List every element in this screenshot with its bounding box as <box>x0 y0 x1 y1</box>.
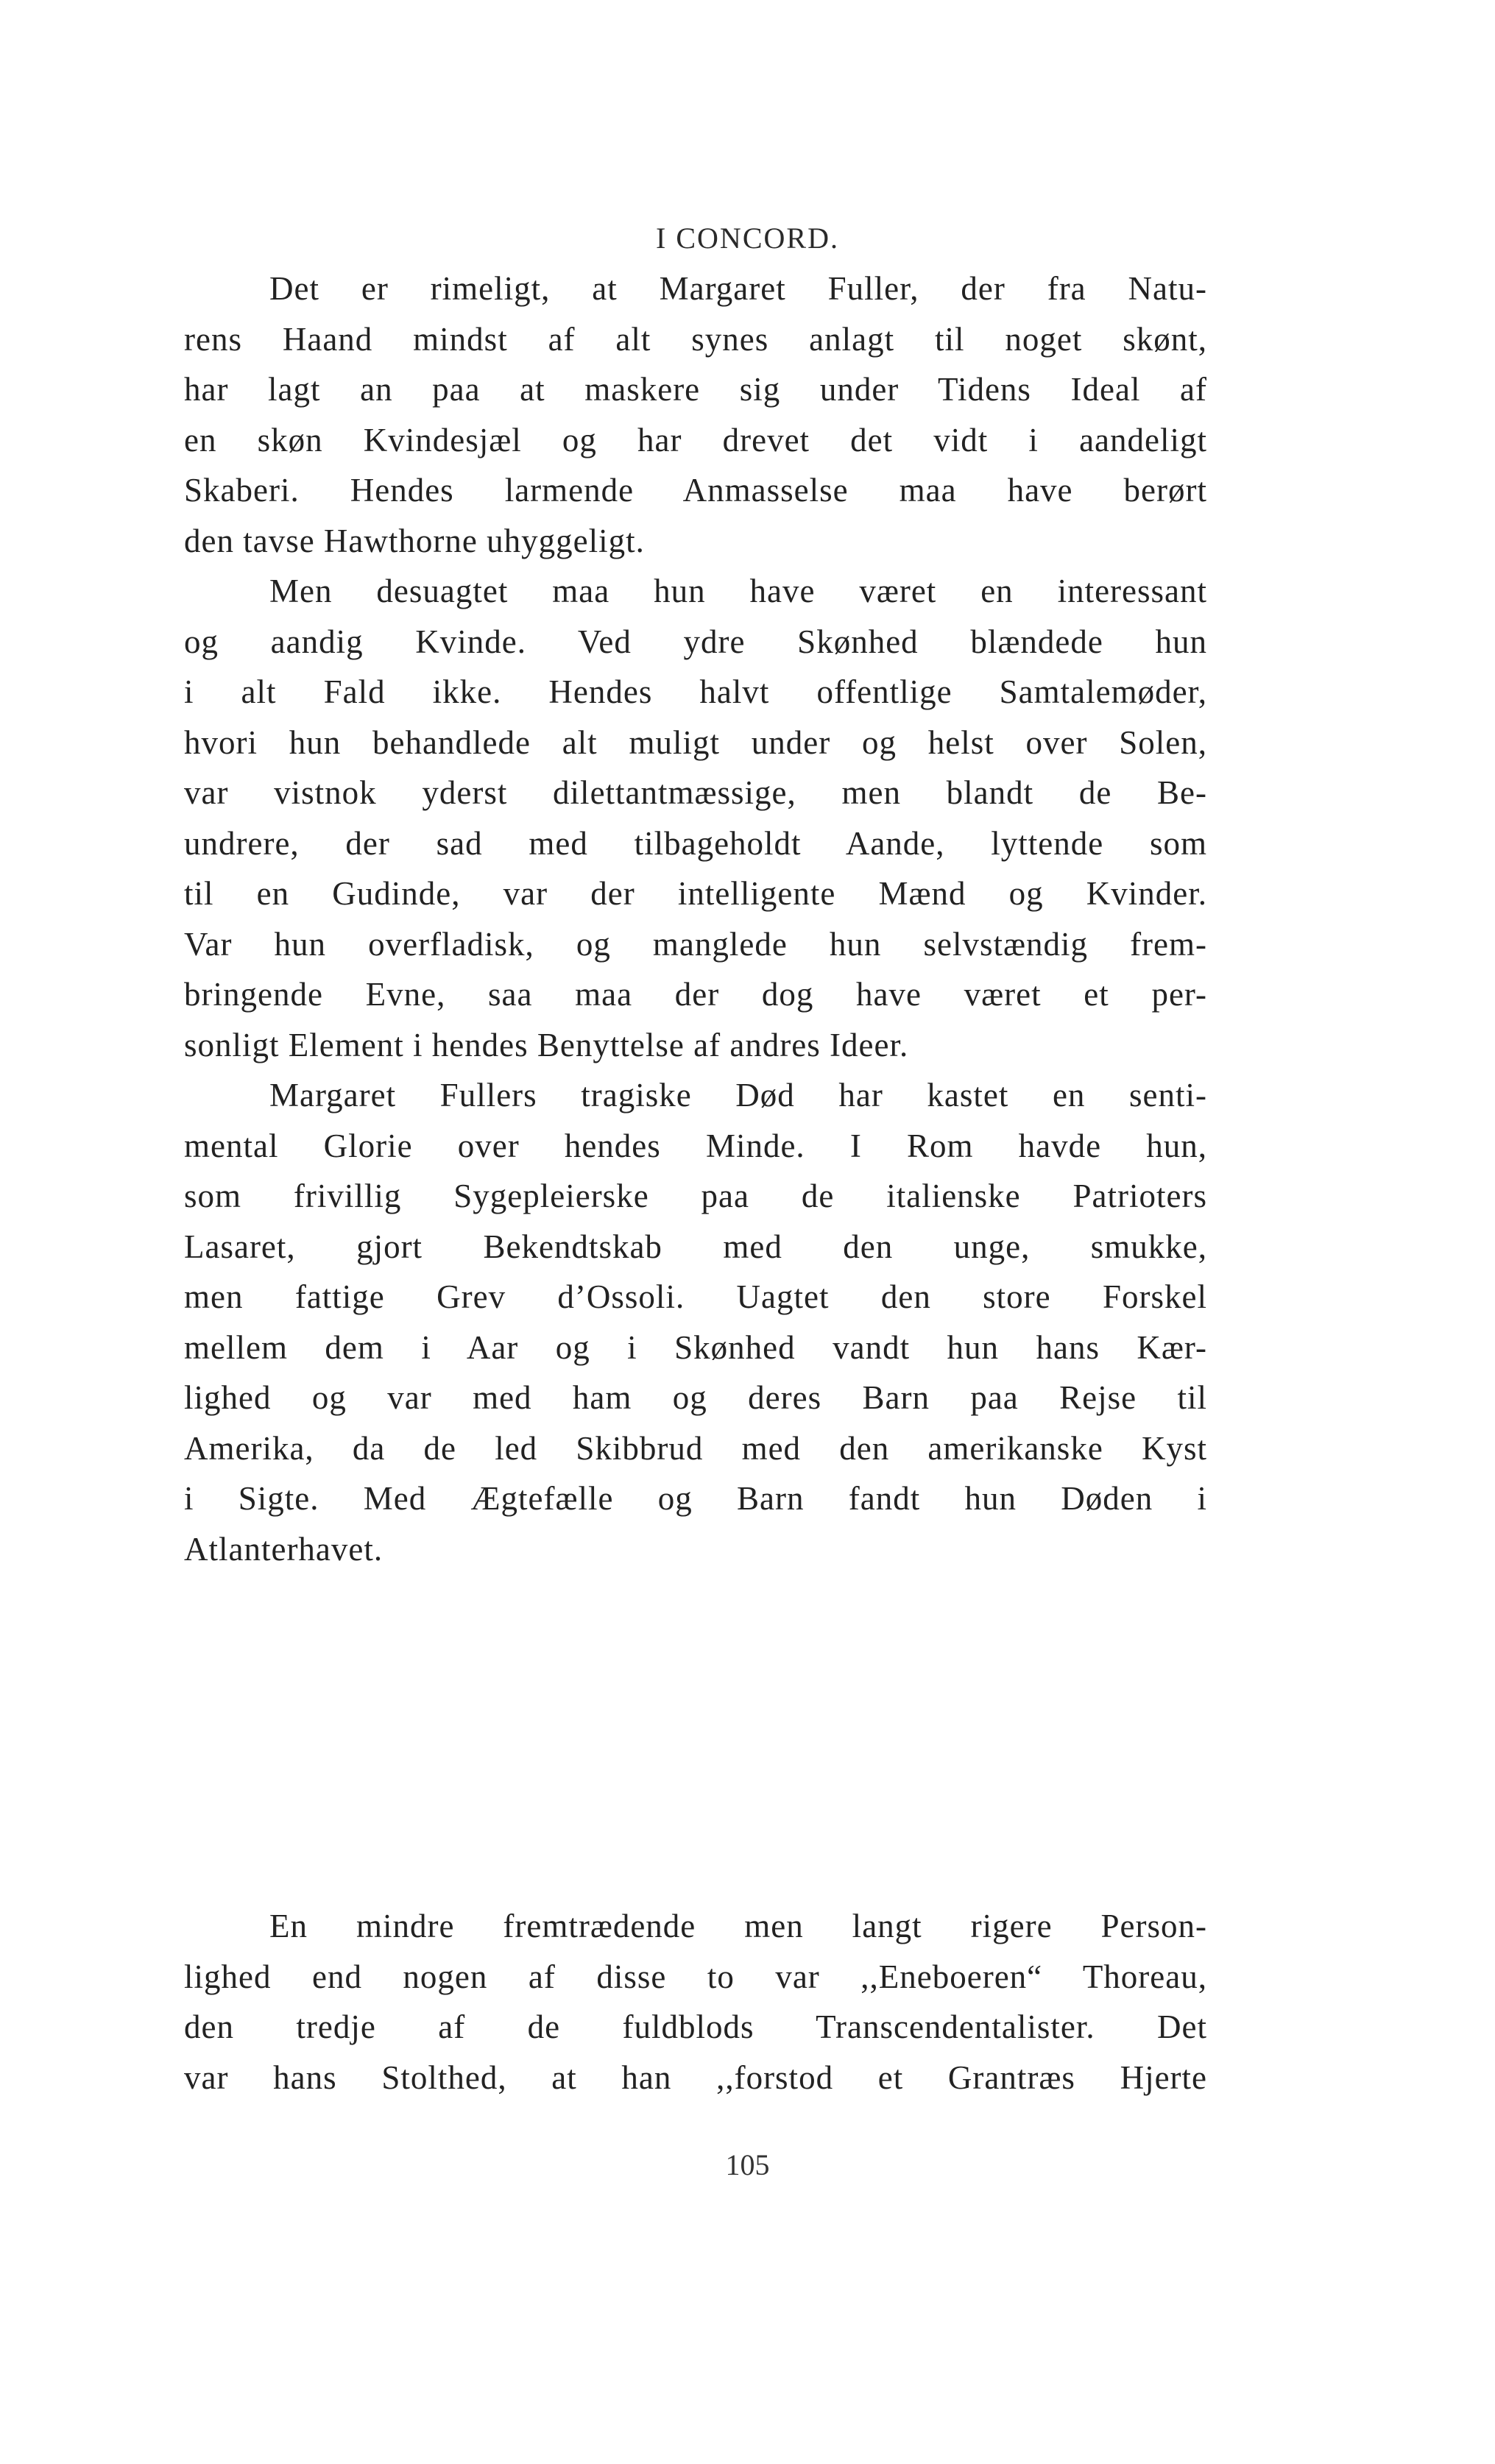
text-line: Det er rimeligt, at Margaret Fuller, der fra Natu- <box>269 270 1207 307</box>
text-line: var hans Stolthed, at han ,,forstod et Grantræs Hjerte <box>184 2058 1207 2096</box>
text-line: i Sigte. Med Ægtefælle og Barn fandt hun Døden i <box>184 1480 1207 1517</box>
text-line: undrere, der sad med tilbageholdt Aande, lyttende som <box>184 824 1207 862</box>
text-line: Amerika, da de led Skibbrud med den amerikanske Kyst <box>184 1429 1207 1467</box>
text-line: og aandig Kvinde. Ved ydre Skønhed blændede hun <box>184 623 1207 660</box>
text-line: lighed end nogen af disse to var ,,Eneboeren“ Thoreau, <box>184 1958 1207 1995</box>
text-line: var vistnok yderst dilettantmæssige, men blandt de Be- <box>184 774 1207 811</box>
text-line: Var hun overfladisk, og manglede hun selvstændig frem- <box>184 925 1207 963</box>
text-line: rens Haand mindst af alt synes anlagt til noget skønt, <box>184 320 1207 358</box>
text-line: men fattige Grev d’Ossoli. Uagtet den store Forskel <box>184 1278 1207 1315</box>
text-line: den tavse Hawthorne uhyggeligt. <box>184 522 645 559</box>
text-block-main <box>184 263 1207 1574</box>
text-line: den tredje af de fuldblods Transcendentalister. Det <box>184 2008 1207 2045</box>
text-line: Skaberi. Hendes larmende Anmasselse maa have berørt <box>184 472 1207 509</box>
text-line: Margaret Fullers tragiske Død har kastet en senti- <box>269 1077 1207 1114</box>
text-line: mental Glorie over hendes Minde. I Rom havde hun, <box>184 1127 1207 1164</box>
text-line: i alt Fald ikke. Hendes halvt offentlige Samtalemøder, <box>184 673 1207 710</box>
text-line: mellem dem i Aar og i Skønhed vandt hun hans Kær- <box>184 1328 1207 1366</box>
text-line: har lagt an paa at maskere sig under Tidens Ideal af <box>184 371 1207 408</box>
text-line: sonligt Element i hendes Benyttelse af andres Ideer. <box>184 1026 909 1063</box>
text-line: lighed og var med ham og deres Barn paa Rejse til <box>184 1379 1207 1416</box>
text-line: Lasaret, gjort Bekendtskab med den unge, smukke, <box>184 1228 1207 1265</box>
text-line: som frivillig Sygepleierske paa de italienske Patrioters <box>184 1178 1207 1214</box>
text-line: hvori hun behandlede alt muligt under og helst over Solen, <box>184 723 1207 761</box>
text-line: bringende Evne, saa maa der dog have været et per- <box>184 976 1207 1013</box>
page-number: 105 <box>725 2148 770 2181</box>
text-line: Atlanterhavet. <box>184 1530 384 1568</box>
text-line: til en Gudinde, var der intelligente Mænd og Kvinder. <box>184 875 1207 912</box>
text-line: Men desuagtet maa hun have været en interessant <box>269 573 1207 609</box>
text-line: en skøn Kvindesjæl og har drevet det vidt i aandeligt <box>184 421 1207 459</box>
text-line: En mindre fremtrædende men langt rigere Person- <box>269 1908 1207 1944</box>
running-head: I CONCORD. <box>656 222 839 255</box>
text-block-section <box>184 1901 1207 2103</box>
